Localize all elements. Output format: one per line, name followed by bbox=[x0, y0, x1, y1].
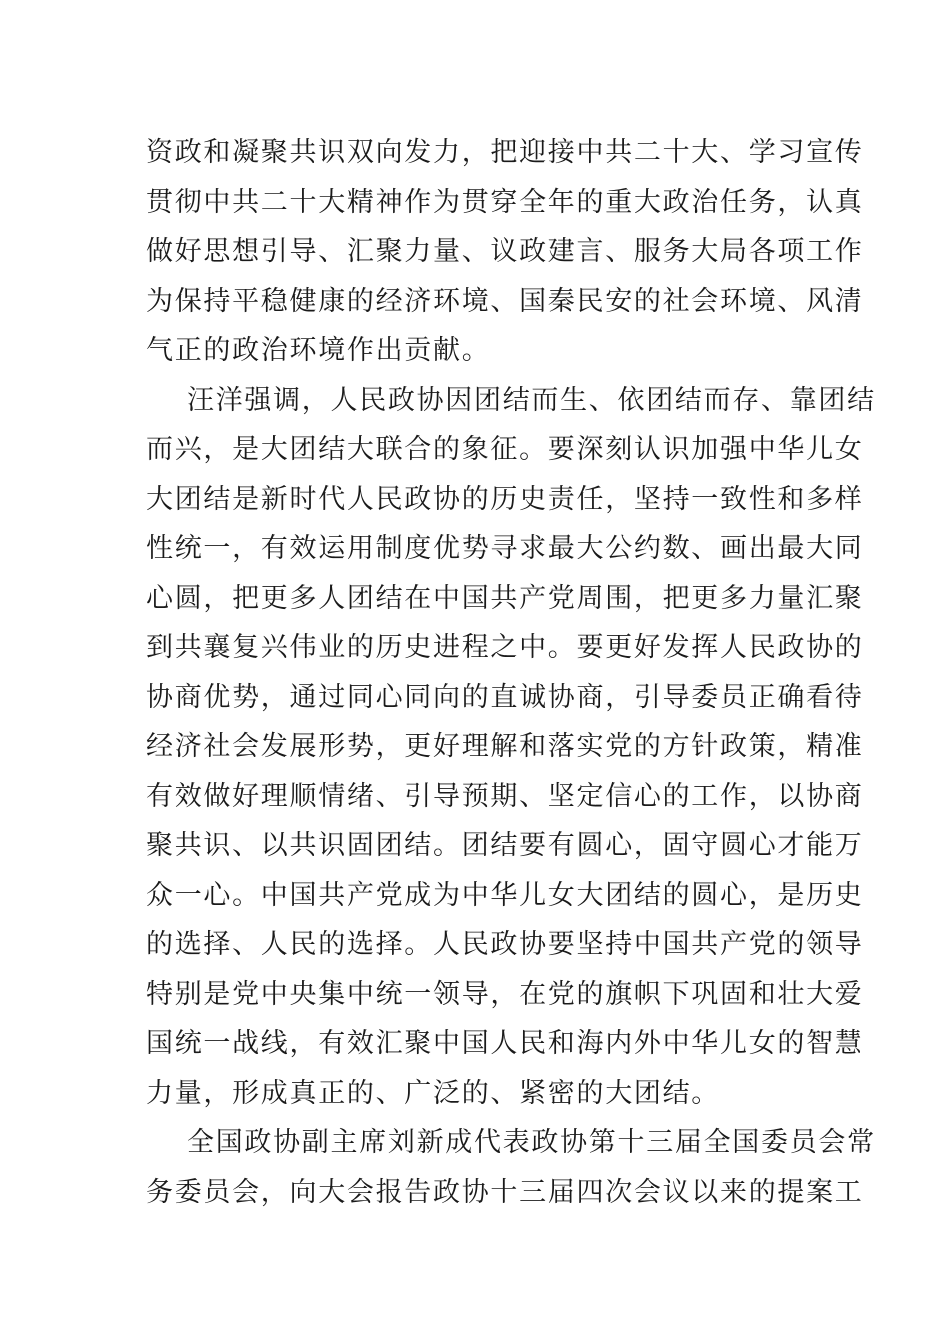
text-line: 大团结是新时代人民政协的历史责任，坚持一致性和多样 bbox=[146, 483, 864, 515]
text-line: 国统一战线，有效汇聚中国人民和海内外中华儿女的智慧 bbox=[146, 1028, 864, 1059]
text-line: 力量，形成真正的、广泛的、紧密的大团结。 bbox=[146, 1077, 720, 1109]
body-text bbox=[146, 128, 876, 1217]
text-line: 汪洋强调，人民政协因团结而生、依团结而存、靠团结 bbox=[187, 384, 876, 416]
text-line: 性统一，有效运用制度优势寻求最大公约数、画出最大同 bbox=[146, 533, 864, 564]
text-line: 聚共识、以共识固团结。团结要有圆心，固守圆心才能万 bbox=[146, 830, 864, 861]
text-line: 气正的政治环境作出贡献。 bbox=[146, 335, 491, 366]
text-line: 到共襄复兴伟业的历史进程之中。要更好发挥人民政协的 bbox=[146, 632, 864, 663]
text-line: 做好思想引导、汇聚力量、议政建言、服务大局各项工作 bbox=[146, 236, 864, 267]
text-line: 资政和凝聚共识双向发力，把迎接中共二十大、学习宣传 bbox=[146, 137, 864, 168]
text-line: 贯彻中共二十大精神作为贯穿全年的重大政治任务，认真 bbox=[146, 186, 864, 218]
text-line: 务委员会，向大会报告政协十三届四次会议以来的提案工 bbox=[146, 1176, 864, 1208]
text-line: 众一心。中国共产党成为中华儿女大团结的圆心，是历史 bbox=[146, 879, 864, 911]
text-line: 而兴，是大团结大联合的象征。要深刻认识加强中华儿女 bbox=[146, 434, 864, 465]
text-line: 有效做好理顺情绪、引导预期、坚定信心的工作，以协商 bbox=[146, 780, 864, 812]
text-line: 全国政协副主席刘新成代表政协第十三届全国委员会常 bbox=[187, 1127, 876, 1158]
text-line: 心圆，把更多人团结在中国共产党周围，把更多力量汇聚 bbox=[146, 582, 864, 614]
text-line: 的选择、人民的选择。人民政协要坚持中国共产党的领导 bbox=[146, 929, 864, 960]
text-line: 协商优势，通过同心同向的直诚协商，引导委员正确看待 bbox=[146, 681, 864, 713]
text-line: 为保持平稳健康的经济环境、国秦民安的社会环境、风清 bbox=[146, 285, 864, 317]
text-line: 特别是党中央集中统一领导，在党的旗帜下巩固和壮大爱 bbox=[146, 978, 864, 1010]
text-line: 经济社会发展形势，更好理解和落实党的方针政策，精准 bbox=[146, 731, 864, 762]
